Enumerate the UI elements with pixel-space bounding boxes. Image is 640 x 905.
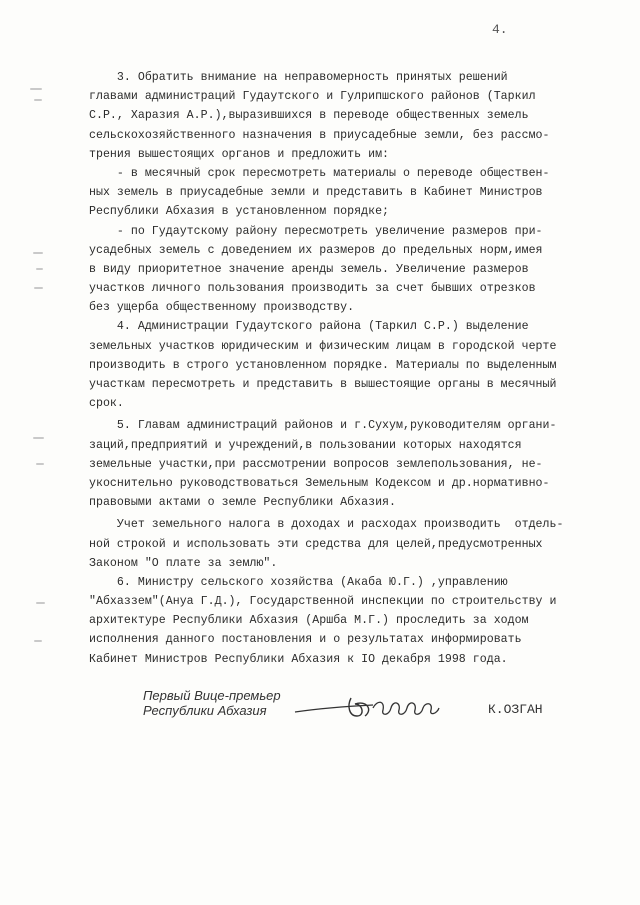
scan-mark xyxy=(34,99,42,101)
scan-mark xyxy=(34,640,42,642)
text-line: сельскохозяйственного назначения в приусадебные земли, без рассмо- xyxy=(89,128,550,142)
text-line: производить в строго установленном порядке. Материалы по выделенным xyxy=(89,358,557,372)
text-line: Республики Абхазия в установленном порядке; xyxy=(89,205,390,219)
text-line: 4. Администрации Гудаутского района (Таркил С.Р.) выделение xyxy=(89,320,529,334)
signatory-title-line1: Первый Вице-премьер xyxy=(143,688,281,703)
text-line: ной строкой и использовать эти средства для целей,предусмотренных xyxy=(89,537,543,551)
text-line: срок. xyxy=(89,397,124,411)
scan-mark xyxy=(36,602,45,604)
signatory-title-line2: Республики Абхазия xyxy=(143,703,267,718)
text-line: усадебных земель с доведением их размеров до предельных норм,имея xyxy=(89,243,543,257)
text-line: участкам пересмотреть и представить в вышестоящие органы в месячный xyxy=(89,378,557,391)
text-line: правовыми актами о земле Республики Абхазия. xyxy=(89,496,397,510)
text-line: трения вышестоящих органов и предложить им: xyxy=(89,147,390,161)
text-line: укоснительно руководствоваться Земельным Кодексом и др.нормативно- xyxy=(89,476,550,490)
signature-block xyxy=(143,688,603,748)
text-line: главами администраций Гудаутского и Гулрипшского районов (Таркил xyxy=(89,90,536,104)
text-line: земельные участки,при рассмотрении вопросов землепользования, не- xyxy=(89,457,543,471)
text-line: участков личного пользования производить за счет бывших отрезков xyxy=(89,282,536,296)
scan-mark xyxy=(30,88,42,90)
text-line: - по Гудаутскому району пересмотреть увеличение размеров при- xyxy=(89,224,543,238)
scan-mark xyxy=(34,287,43,289)
text-line: 3. Обратить внимание на неправомерность принятых решений xyxy=(89,71,508,84)
document-body xyxy=(89,68,629,669)
text-line: без ущерба общественному производству. xyxy=(89,301,355,315)
page-number: 4. xyxy=(492,22,508,37)
scan-mark xyxy=(33,252,43,254)
scan-mark xyxy=(36,463,44,465)
text-line: заций,предприятий и учреждений,в пользовании которых находятся xyxy=(89,438,522,452)
text-line: Кабинет Министров Республики Абхазия к IO декабря 1998 года. xyxy=(89,652,508,666)
handwritten-signature xyxy=(293,686,443,726)
text-line: Законом "О плате за землю". xyxy=(89,556,278,570)
text-line: исполнения данного постановления и о результатах информировать xyxy=(89,633,522,647)
text-line: 6. Министру сельского хозяйства (Акаба Ю.Г.) ,управлению xyxy=(89,575,508,589)
signatory-name: К.ОЗГАН xyxy=(488,702,543,717)
text-line: С.Р., Харазия А.Р.),выразившихся в переводе общественных земель xyxy=(89,109,529,123)
scan-mark xyxy=(36,268,43,270)
text-line: - в месячный срок пересмотреть материалы о переводе обществен- xyxy=(89,166,550,180)
text-line: в виду приоритетное значение аренды земель. Увеличение размеров xyxy=(89,262,529,276)
text-line: 5. Главам администраций районов и г.Сухум,руководителям органи- xyxy=(89,419,557,433)
scan-mark xyxy=(33,437,44,439)
text-line: Учет земельного налога в доходах и расходах производить отдель- xyxy=(89,518,564,532)
text-line: ных земель в приусадебные земли и представить в Кабинет Министров xyxy=(89,186,543,200)
text-line: "Абхаззем"(Ануа Г.Д.), Государственной инспекции по строительству и xyxy=(89,595,557,609)
text-line: земельных участков юридическим и физическим лицам в городской черте xyxy=(89,339,557,353)
text-line: архитектуре Республики Абхазия (Аршба М.Г.) проследить за ходом xyxy=(89,614,529,628)
